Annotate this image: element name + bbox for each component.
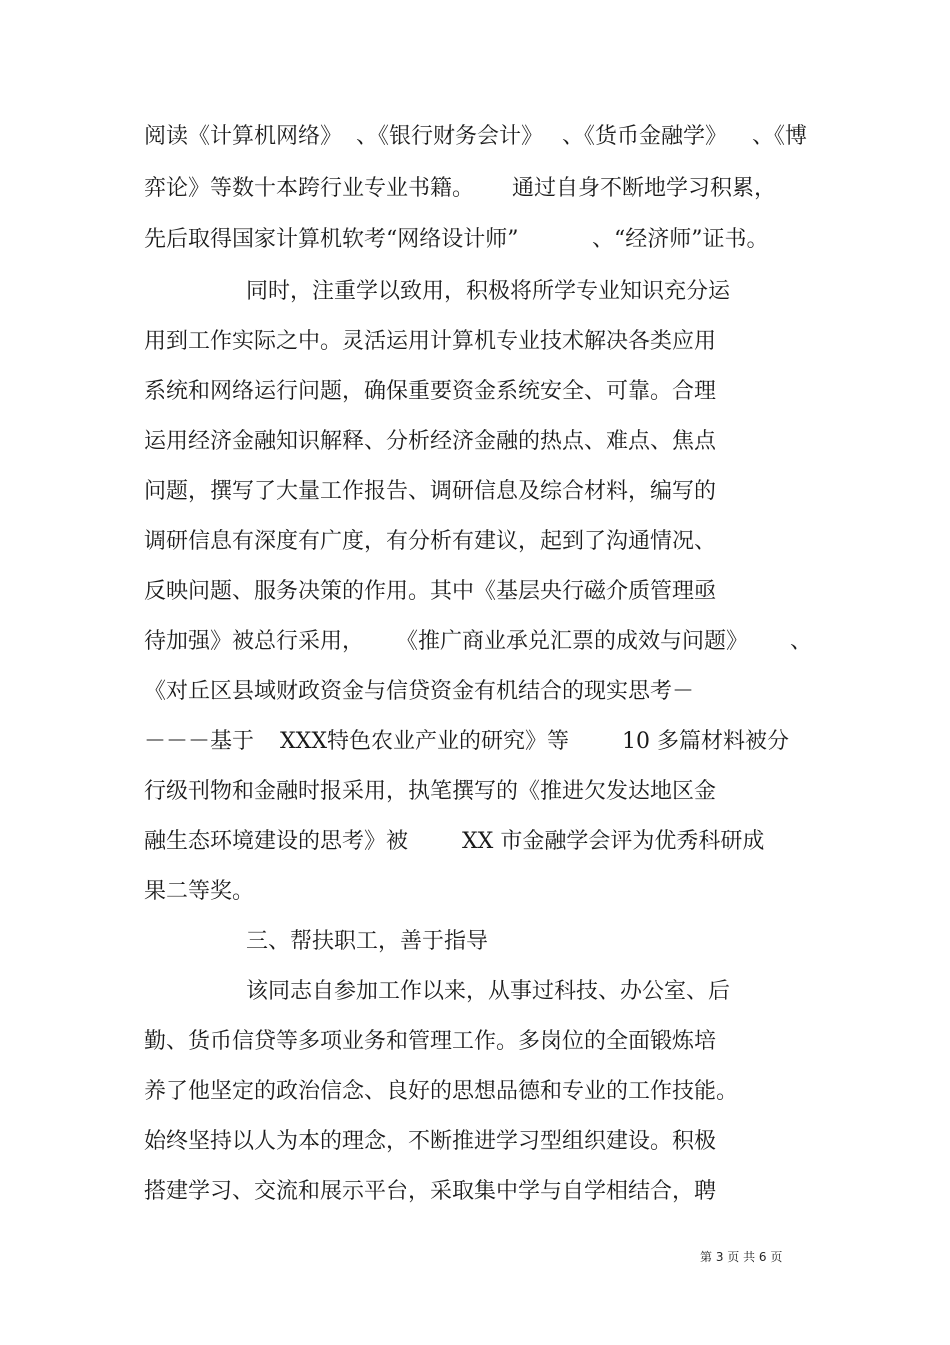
text-segment: 、《博	[752, 124, 808, 149]
text-segment: 融生态环境建设的思考》被	[144, 829, 409, 854]
text-line	[0, 925, 950, 959]
text-segment: 同时，注重学以致用，积极将所学专业知识充分运	[246, 279, 731, 304]
text-line	[0, 120, 950, 154]
text-line	[0, 1175, 950, 1209]
text-segment: XX 市金融学会评为优秀科研成	[462, 829, 765, 854]
text-segment: 搭建学习、交流和展示平台，采取集中学与自学相结合，聘	[144, 1179, 717, 1204]
text-segment: 弈论》等数十本跨行业专业书籍。	[144, 176, 475, 201]
text-segment: 运用经济金融知识解释、分析经济金融的热点、难点、焦点	[144, 429, 717, 454]
text-segment: 、《银行财务会计》	[356, 124, 544, 149]
text-segment: 《对丘区县域财政资金与信贷资金有机结合的现实思考－	[144, 679, 695, 704]
text-line	[0, 525, 950, 559]
text-line	[0, 575, 950, 609]
text-segment: 阅读《计算机网络》	[144, 124, 343, 149]
text-segment: 勤、货币信贷等多项业务和管理工作。多岗位的全面锻炼培	[144, 1029, 717, 1054]
text-segment: XXX特色农业产业的研究》等	[280, 729, 569, 754]
text-segment: 三、帮扶职工，善于指导	[246, 929, 489, 954]
text-segment: 《推广商业承兑汇票的成效与问题》	[396, 629, 749, 654]
text-line	[0, 425, 950, 459]
text-segment: 养了他坚定的政治信念、良好的思想品德和专业的工作技能。	[144, 1079, 739, 1104]
text-line	[0, 825, 950, 859]
text-segment: 问题，撰写了大量工作报告、调研信息及综合材料，编写的	[144, 479, 717, 504]
text-line	[0, 775, 950, 809]
text-line	[0, 375, 950, 409]
text-segment: 反映问题、服务决策的作用。其中《基层央行磁介质管理亟	[144, 579, 717, 604]
text-segment: 用到工作实际之中。灵活运用计算机专业技术解决各类应用	[144, 329, 717, 354]
text-line	[0, 325, 950, 359]
text-segment: 、“经济师”证书。	[592, 227, 769, 252]
text-segment: 待加强》被总行采用，	[144, 629, 365, 654]
text-segment: 通过自身不断地学习积累，	[512, 176, 777, 201]
text-line	[0, 1075, 950, 1109]
text-line	[0, 875, 950, 909]
text-segment: 、《货币金融学》	[562, 124, 728, 149]
text-segment: 系统和网络运行问题，确保重要资金系统安全、可靠。合理	[144, 379, 717, 404]
text-line	[0, 725, 950, 759]
text-line	[0, 1125, 950, 1159]
text-segment: 该同志自参加工作以来，从事过科技、办公室、后	[246, 979, 731, 1004]
text-line	[0, 975, 950, 1009]
text-segment: 始终坚持以人为本的理念，不断推进学习型组织建设。积极	[144, 1129, 717, 1154]
text-line	[0, 625, 950, 659]
text-segment: 先后取得国家计算机软考“网络设计师”	[144, 227, 519, 252]
text-line	[0, 675, 950, 709]
text-segment: 行级刊物和金融时报采用，执笔撰写的《推进欠发达地区金	[144, 779, 717, 804]
text-line	[0, 1025, 950, 1059]
text-line	[0, 172, 950, 206]
text-line	[0, 475, 950, 509]
text-segment: 10 多篇材料被分	[622, 729, 789, 754]
text-segment: －－－基于	[144, 729, 255, 754]
text-line	[0, 275, 950, 309]
page-footer: 第 3 页 共 6 页	[700, 1250, 783, 1264]
text-segment: 调研信息有深度有广度，有分析有建议，起到了沟通情况、	[144, 529, 717, 554]
text-segment: 果二等奖。	[144, 879, 255, 904]
text-segment: 、	[790, 629, 813, 654]
text-line	[0, 223, 950, 257]
